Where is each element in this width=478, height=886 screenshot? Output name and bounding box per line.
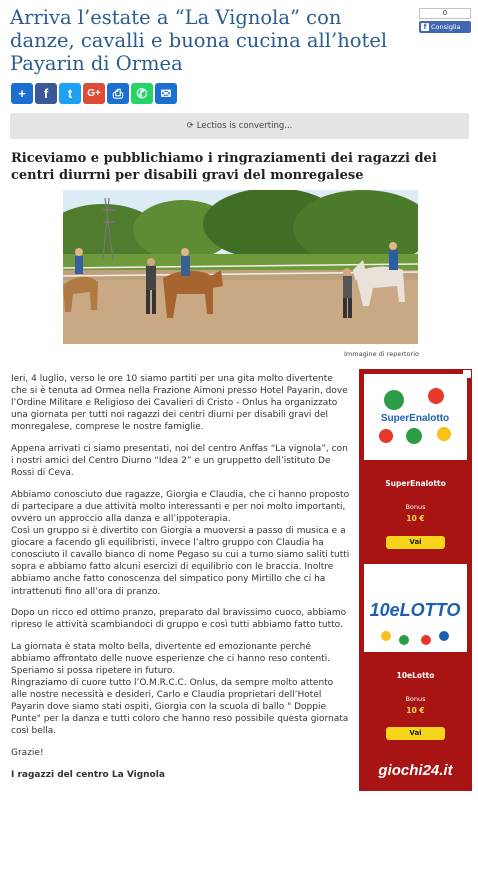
google-plus-icon: G+ [87,88,101,99]
superenalotto-logo [364,374,467,460]
article-paragraph: Ringraziamo di cuore tutto l’O.M.R.C.C. Onlus, da sempre molto attento alle nostre necessità e desideri, Carlo e Claudia proprietari dell’Hotel Payarin dove siamo stati ospiti, Giorgia con la scuola di ballo " Doppie Punte" per la danza e tutti coloro che hanno reso possibile questa giornata così bella. [11,678,349,737]
facebook-icon: f [43,86,49,101]
ad-bonus-label: Bonus [405,503,426,511]
share-bar [11,83,177,104]
share-button[interactable] [155,83,177,104]
10elotto-logo [364,564,467,652]
ad-vai-button[interactable]: Vai [386,536,445,549]
email-icon: ✉ [160,85,172,101]
superenalotto-logo-text: SuperEnalotto [380,413,450,424]
article-photo [63,190,418,344]
share-button[interactable] [107,83,129,104]
facebook-like-widget[interactable] [419,8,471,34]
share-button[interactable] [11,83,33,104]
article-paragraph: Ieri, 4 luglio, verso le ore 10 siamo partiti per una gita molto divertente che si è tenuta ad Ormea nella Frazione Aimoni presso Hotel Payarin, dove l’Ordine Militare e Religioso dei Cavalieri di Cristo - Onlus ha organizzato una giornata per tutti noi ragazzi dei centri diurni per disabili gravi del monregalese, comprese le nostre famiglie. [11,374,348,433]
lectios-status: Lectios is converting... [196,121,293,131]
lectios-player[interactable] [10,113,469,139]
article-body [11,373,351,790]
ad-vai-button[interactable]: Vai [386,727,445,740]
refresh-icon: ⟳ [186,121,194,131]
ad-game-name: SuperEnalotto [385,479,446,488]
like-count: 0 [419,8,471,19]
article-title: Arriva l’estate a “La Vignola” con danze, cavalli e buona cucina all’hotel Payarin di Ormea [10,6,388,75]
share-button[interactable] [131,83,153,104]
print-icon: ⎙ [112,85,124,101]
like-label: Consiglia [431,23,461,31]
article-paragraph: Dopo un ricco ed ottimo pranzo, preparato dal bravissimo cuoco, abbiamo ripreso le attività scambiandoci di gruppo e così tutti abbiamo fatto tutto. [11,608,347,631]
ad-bonus-value: 10 € [406,706,425,715]
article-paragraph: La giornata è stata molto bella, divertente ed emozionante perché abbiamo affrontato delle nuove esperienze che ci hanno reso contenti. Speriamo si possa ripetere in futuro. [11,641,331,676]
ad-bonus-label: Bonus [405,695,426,703]
article-paragraph: Appena arrivati ci siamo presentati, noi del centro Anffas “La vignola”, con i nostri amici del Centro Diurno “Idea 2” e un gruppetto dell’istituto De Rossi di Ceva. [11,443,348,479]
giochi24-logo[interactable]: giochi24.it [359,750,472,791]
ad-game-name: 10eLotto [396,671,435,680]
share-button[interactable] [59,83,81,104]
article-signature: I ragazzi del centro La Vignola [11,769,165,780]
advertisement-banner[interactable] [359,369,472,791]
article-subtitle: Riceviamo e pubblichiamo i ringraziamenti dei ragazzi dei centri diurrni per disabili gravi del monregalese [11,151,437,183]
article-paragraph: Grazie! [11,748,44,759]
ad-bonus-value: 10 € [406,514,425,523]
twitter-icon: t [67,86,73,101]
10elotto-logo-text: 10eLOTTO [369,600,461,620]
facebook-like-button[interactable] [419,21,471,33]
photo-caption: Immagine di repertorio [344,350,419,358]
addthis-plus-icon: + [18,86,26,101]
whatsapp-icon: ✆ [136,85,148,101]
ad-10elotto[interactable] [359,559,472,750]
share-button[interactable] [35,83,57,104]
share-button[interactable] [83,83,105,104]
article-paragraph: Così un gruppo si è divertito con Giorgia a muoversi a passo di musica e a giocare a facendo gli equilibristi, invece l’altro gruppo con Claudia ha conosciuto il cavallo bianco di nome Pegaso su cui a turno siamo saliti tutti sopra e abbiamo fatto alcuni esercizi di equilibrio con le braccia. Inoltre abbiamo anche fatto conoscenza del simpatico pony Mirtillo che ci ha intrattenuti fino all’ora di pranzo. [11,526,350,597]
facebook-icon: f [421,23,429,31]
article-paragraph: Abbiamo conosciuto due ragazze, Giorgia e Claudia, che ci hanno proposto di partecipare a due attività molto interessanti e per noi molto importanti, ovvero un approccio alla danza e all’ippoterapia. [11,489,350,524]
ad-superenalotto[interactable] [359,369,472,559]
